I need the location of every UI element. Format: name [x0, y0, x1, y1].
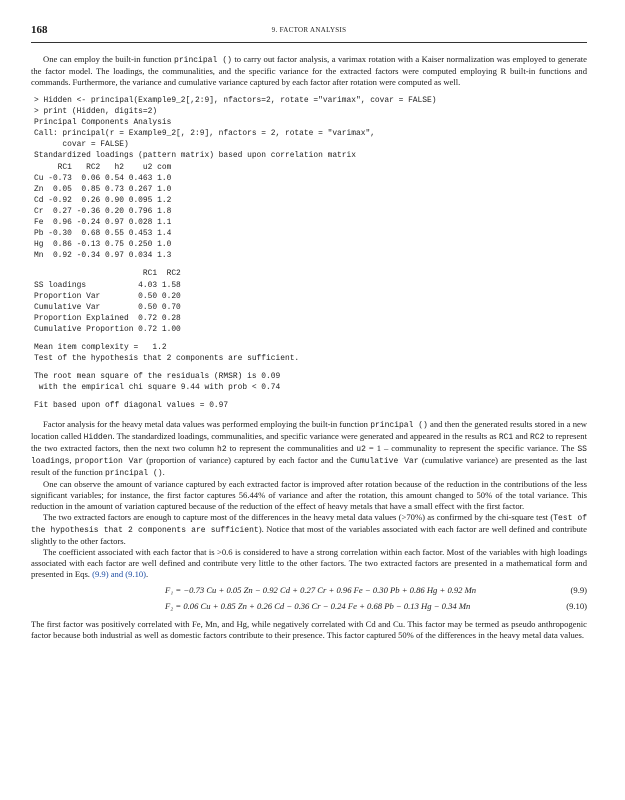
equation-number: (9.10) — [566, 601, 587, 612]
book-page — [31, 20, 587, 641]
r-output-fit: Fit based upon off diagonal values = 0.97 — [34, 401, 229, 411]
equation-reference-link[interactable]: (9.9) and (9.10) — [92, 569, 147, 580]
paragraph-chi-square: The two extracted factors are enough to capture most of the differences in the heavy metal data values (>70%) as confirmed by the chi-square test (Test of the hypothesis that 2 components are sufficient). Notice that most of the variables associated with each factor are well defined and contribute slightly to the other factors. — [31, 512, 588, 547]
paragraph-first-factor: The first factor was positively correlated with Fe, Mn, and Hg, while negatively correlated with Cd and Cu. This factor may be termed as pseudo anthropogenic factor because both industrial as well as domestic factors contribute to their presence. This factor captured 50% of the differences in the heavy metal data values. — [31, 619, 587, 641]
equations — [31, 583, 587, 615]
equation-9-10 — [31, 599, 587, 615]
paragraph-results: Factor analysis for the heavy metal data values was performed employing the built-in function principal () and then the generated results stored in a new location called Hidden. The standardized loadings, communalities, and specific variance were generated and appeared in the results as RC1 and RC2 to represent the two extracted factors, then the next two column h2 to represent the communalities and u2 = 1 – communality to represent the specific variance. The SS loadings, proportion Var (proportion of variance) captured by each factor and the Cumulative Var (cumulative variance) are presented as the last result of the function principal (). — [31, 419, 588, 479]
intro-paragraph: One can employ the built-in function principal () to carry out factor analysis, a varimax rotation with a Kaiser normalization was employed to generate the factor model. The loadings, the communalities, and the specific variance for the extracted factors were computed employing R built-in functions and commands. Furthermore, the variance and cumulative variance captured by each factor after rotation were computed as well. — [31, 54, 587, 87]
equation-body: F₂ = 0.06 Cu + 0.85 Zn + 0.26 Cd − 0.36 Cr − 0.24 Fe + 0.68 Pb − 0.13 Hg − 0.34 Mn — [165, 601, 471, 612]
equation-body: F₁ = −0.73 Cu + 0.05 Zn − 0.92 Cd + 0.27 Cr + 0.96 Fe − 0.30 Pb + 0.86 Hg + 0.92 Mn — [165, 585, 477, 596]
page-number: 168 — [31, 24, 48, 36]
paragraph-coefficients: The coefficient associated with each factor that is >0.6 is considered to have a strong correlation within each factor. Most of the variables with high loadings associated with each factor are well defined and contribute very little to the other factors. The two extracted factors are presented in a mathematical form and presented in Eqs. (9.9) and (9.10). — [31, 547, 587, 580]
r-output-complexity: Mean item complexity = 1.2 Test of the hypothesis that 2 components are sufficient. — [34, 342, 300, 364]
page-header — [31, 20, 587, 43]
equation-9-9 — [31, 583, 587, 599]
equation-number: (9.9) — [570, 585, 587, 596]
running-title: 9. FACTOR ANALYSIS — [271, 26, 347, 34]
r-code-block-loadings: > Hidden <- principal(Example9_2[,2:9], nfactors=2, rotate ="varimax", covar = FALSE) > print (Hidden, digits=2) Principal Components Analysis Call: principal(r = Example9_2[, 2:9], nfactors = 2, rotate = "varimax", covar = FALSE) Standardized loadings (pattern matrix) based upon correlation matrix RC1 RC2 h2 u2 com Cu -0.73 0.06 0.54 0.463 1.0 Zn 0.05 0.85 0.73 0.267 1.0 Cd -0.92 0.26 0.90 0.095 1.2 Cr 0.27 -0.36 0.20 0.796 1.8 Fe 0.96 -0.24 0.97 0.028 1.1 Pb -0.30 0.68 0.55 0.453 1.4 Hg 0.86 -0.13 0.75 0.250 1.0 Mn 0.92 -0.34 0.97 0.034 1.3 — [34, 96, 437, 261]
r-output-variance-table: RC1 RC2 SS loadings 4.03 1.58 Proportion Var 0.50 0.20 Cumulative Var 0.50 0.70 Proportion Explained 0.72 0.28 Cumulative Proportion 0.72 1.00 — [34, 269, 181, 334]
r-output-rmsr: The root mean square of the residuals (RMSR) is 0.09 with the empirical chi square 9.44 with prob < 0.74 — [34, 372, 281, 393]
paragraph-rotation: One can observe the amount of variance captured by each extracted factor is improved after rotation because of the reduction in the contributions of the less significant variables; for instance, the first factor captures 56.44% of variance and after the rotation, this amount changed to 50% of the total variance. This reduction in the amount of variation captured because of the reduction of the effect of heavy metals that have a small effect with the first factor. — [31, 479, 587, 512]
